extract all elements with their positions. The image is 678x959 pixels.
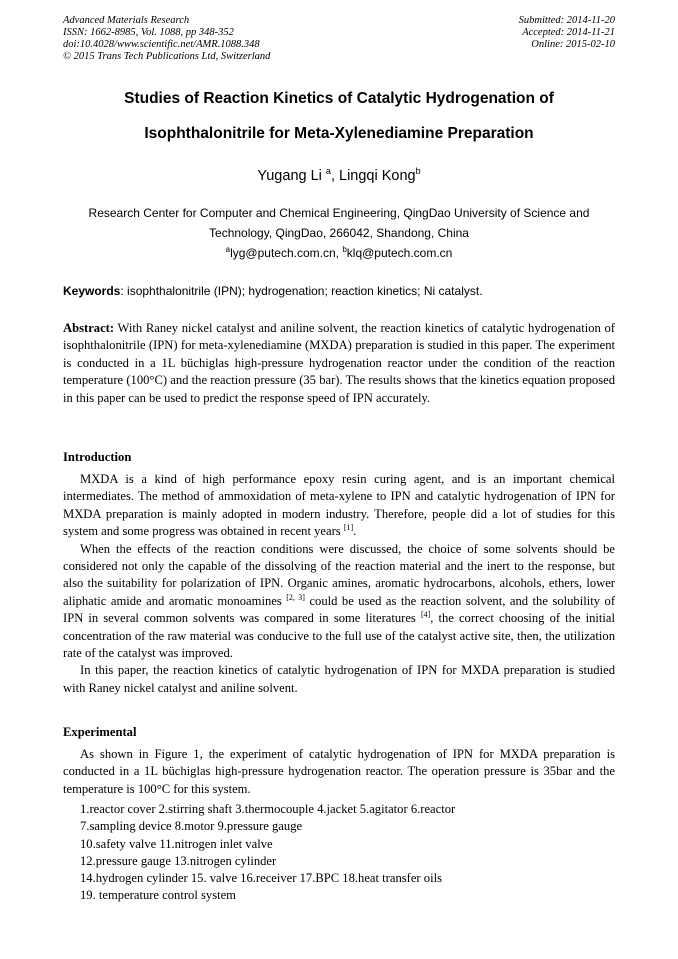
citation-4[interactable]: [4] — [420, 610, 431, 620]
intro-paragraph-3: In this paper, the reaction kinetics of catalytic hydrogenation of IPN for MXDA preparation is studied with Raney nickel catalyst and aniline solvent. — [63, 663, 615, 695]
citation-2-3[interactable]: [2, 3] — [286, 592, 305, 602]
email-b[interactable]: klq@putech.com.cn — [346, 246, 453, 260]
intro-p2-text-a: When the effects of the reaction conditions were discussed, the choice of some solvents should be considered not only the capable of the dissolving of the reaction material and the inert to the response, but also the suitability for polarization of IPN. Organic amines, aromatic hydrocarbons, alcohols, ethers, lower aliphatic amide and aromatic monoamines — [63, 541, 615, 608]
legend-line: 10.safety valve 11.nitrogen inlet valve — [80, 836, 273, 851]
email-b-mark: b — [342, 245, 347, 254]
keywords-label: Keywords — [63, 284, 121, 298]
author-emails — [63, 245, 615, 260]
publication-dates — [519, 15, 615, 51]
citation-1[interactable]: [1] — [343, 523, 354, 533]
intro-p1-text: MXDA is a kind of high performance epoxy resin curing agent, and is an important chemical intermediates. The method of ammoxidation of meta-xylene to IPN and catalytic hydrogenation of IPN for MXDA preparation is mainly adopted in modern industry. Therefore, people did a lot of studies for this system and some progress was obtained in recent years — [63, 472, 615, 539]
legend-line: 1.reactor cover 2.stirring shaft 3.thermocouple 4.jacket 5.agitator 6.reactor — [80, 802, 456, 816]
keywords — [63, 284, 615, 298]
experimental-heading: Experimental — [63, 725, 137, 739]
introduction-heading: Introduction — [63, 450, 132, 464]
figure-legend-list — [80, 801, 455, 905]
intro-p2-text-c: , the correct choosing of the initial concentration of the raw material was conducive to the full use of the catalyst active site, then, the utilization rate of the catalyst was improved. — [63, 611, 615, 661]
online-date: Online: 2015-02-10 — [531, 39, 615, 50]
email-a-mark: a — [225, 245, 231, 254]
author-separator: , — [330, 168, 339, 184]
submitted-date: Submitted: 2014-11-20 — [518, 15, 615, 26]
email-separator: , — [335, 246, 343, 260]
author-1-affiliation-mark: a — [325, 166, 331, 176]
author-list — [63, 166, 615, 184]
experimental-section — [63, 746, 615, 798]
introduction-section — [63, 471, 615, 697]
author-2-affiliation-mark: b — [415, 166, 421, 176]
intro-paragraph-2 — [63, 541, 615, 663]
affiliation-line-1: Research Center for Computer and Chemical Engineering, QingDao University of Science and — [88, 206, 590, 220]
affiliation-line-2: Technology, QingDao, 266042, Shandong, China — [209, 226, 469, 240]
doi-line[interactable]: doi:10.4028/www.scientific.net/AMR.1088.348 — [63, 39, 260, 50]
accepted-date: Accepted: 2014-11-21 — [522, 27, 615, 38]
paper-title-line-1: Studies of Reaction Kinetics of Catalytic Hydrogenation of — [124, 90, 554, 107]
keywords-text: : isophthalonitrile (IPN); hydrogenation; reaction kinetics; Ni catalyst. — [120, 284, 483, 298]
legend-line: 19. temperature control system — [80, 888, 236, 903]
abstract-text: With Raney nickel catalyst and aniline solvent, the reaction kinetics of catalytic hydrogenation of isophthalonitrile (IPN) for meta-xylenediamine (MXDA) preparation is studied in this paper. The experiment is conducted in a 1L büchiglas high-pressure hydrogenation reactor under the condition of the reaction temperature (100°C) and the reaction pressure (35 bar). The results shows that the kinetics equation proposed in this paper can be used to predict the response speed of IPN accurately. — [63, 321, 615, 405]
copyright-line: © 2015 Trans Tech Publications Ltd, Switzerland — [63, 51, 271, 62]
issn-line: ISSN: 1662-8985, Vol. 1088, pp 348-352 — [63, 27, 234, 38]
legend-line: 7.sampling device 8.motor 9.pressure gauge — [80, 819, 303, 834]
author-1: Yugang Li — [257, 168, 322, 184]
publication-info — [63, 15, 270, 63]
intro-p1-end: . — [353, 524, 357, 539]
legend-line: 12.pressure gauge 13.nitrogen cylinder — [80, 853, 277, 868]
affiliation — [63, 203, 615, 243]
intro-p2-text-b: could be used as the reaction solvent, and the solubility of IPN in several common solvents was compared in some literatures — [63, 593, 616, 626]
intro-paragraph-1 — [63, 471, 615, 541]
paper-title-line-2: Isophthalonitrile for Meta-Xylenediamine Preparation — [144, 125, 534, 142]
author-2: Lingqi Kong — [339, 168, 416, 184]
journal-name: Advanced Materials Research — [63, 15, 190, 26]
legend-line: 14.hydrogen cylinder 15. valve 16.receiver 17.BPC 18.heat transfer oils — [80, 871, 442, 886]
experimental-paragraph-1: As shown in Figure 1, the experiment of catalytic hydrogenation of IPN for MXDA preparation is conducted in a 1L büchiglas high-pressure hydrogenation reactor. The operation pressure is 35bar and the temperature is 100°C for this system. — [63, 747, 615, 796]
abstract-label: Abstract: — [63, 321, 115, 335]
abstract — [63, 320, 615, 407]
email-a[interactable]: lyg@putech.com.cn — [230, 246, 336, 260]
